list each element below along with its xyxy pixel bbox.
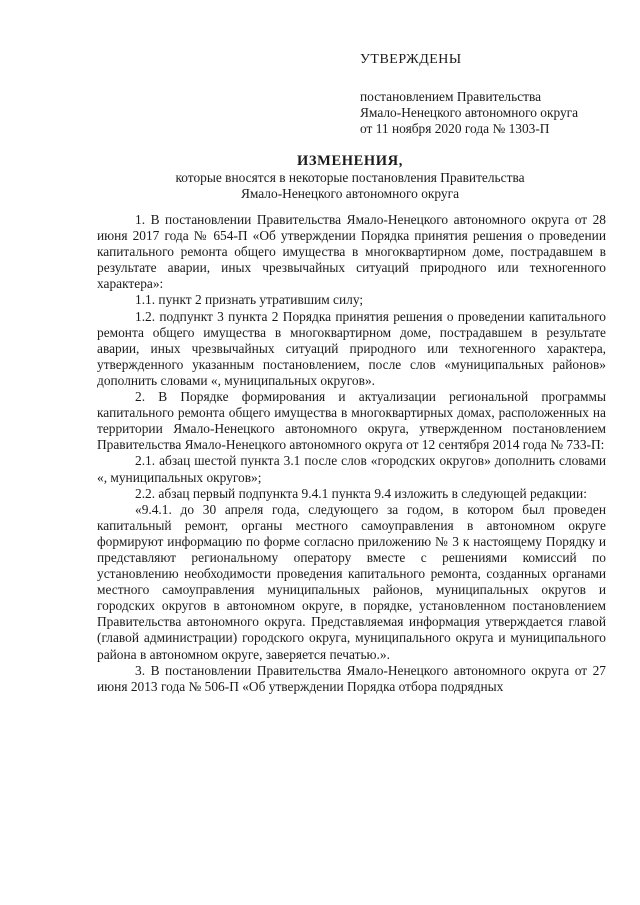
paragraph-1-2: 1.2. подпункт 3 пункта 2 Порядка принятия решения о проведении капитального ремонта общего имущества в многоквартирном доме, пострадавшем в результате аварии, иных чрезвычайных ситуаций природного или техногенного характера, утвержденного указанным постановлением, после слов «муниципальных районов» дополнить словами «, муниципальных округов».: [97, 308, 606, 388]
document-body: [97, 212, 606, 695]
paragraph-2-1: 2.1. абзац шестой пункта 3.1 после слов «городских округов» дополнить словами «, муниципальных округов»;: [97, 453, 606, 485]
document-subtitle-line-1: которые вносятся в некоторые постановления Правительства: [175, 170, 525, 185]
paragraph-quote-9-4-1: «9.4.1. до 30 апреля года, следующего за годом, в котором был проведен капитальный ремонт, органы местного самоуправления в автономном округе формируют информацию по форме согласно приложению № 3 к настоящему Порядку и представляют региональному оператору вместе с решениями комиссий по установлению необходимости проведения капитального ремонта, созданных органами местного самоуправления муниципальных районов, муниципальных округов и городских округов в автономном округе, в порядке, установленном постановлением Правительства автономного округа. Представляемая информация утверждается главой (главой администрации) городского округа, муниципального округа и муниципального района в автономном округе, заверяется печатью.».: [97, 501, 606, 662]
paragraph-2-2: 2.2. абзац первый подпункта 9.4.1 пункта 9.4 изложить в следующей редакции:: [135, 485, 587, 501]
paragraph-1-1: 1.1. пункт 2 признать утратившим силу;: [135, 292, 364, 308]
paragraph-2: 2. В Порядке формирования и актуализации региональной программы капитального ремонта общего имущества в многоквартирных домах, расположенных на территории Ямало-Ненецкого автономного округа, утвержденном постановлением Правительства Ямало-Ненецкого автономного округа от 12 сентября 2014 года № 733-П:: [97, 389, 606, 453]
approval-line-3: от 11 ноября 2020 года № 1303-П: [360, 121, 550, 136]
approval-heading: УТВЕРЖДЕНЫ: [360, 52, 462, 67]
approval-stamp: [360, 52, 620, 137]
document-subtitle-line-2: Ямало-Ненецкого автономного округа: [240, 186, 460, 201]
paragraph-1: 1. В постановлении Правительства Ямало-Ненецкого автономного округа от 28 июня 2017 года № 654-П «Об утверждении Порядка принятия решения о проведении капитального ремонта общего имущества в многоквартирном доме, пострадавшем в результате аварии, иных чрезвычайных ситуаций природного или техногенного характера»:: [97, 212, 606, 292]
approval-line-1: постановлением Правительства: [360, 89, 542, 104]
document-title-block: [100, 153, 600, 202]
document-title: ИЗМЕНЕНИЯ,: [297, 153, 403, 169]
approval-line-2: Ямало-Ненецкого автономного округа: [360, 105, 579, 120]
paragraph-3: 3. В постановлении Правительства Ямало-Ненецкого автономного округа от 27 июня 2013 года № 506-П «Об утверждении Порядка отбора подрядных: [97, 662, 606, 694]
